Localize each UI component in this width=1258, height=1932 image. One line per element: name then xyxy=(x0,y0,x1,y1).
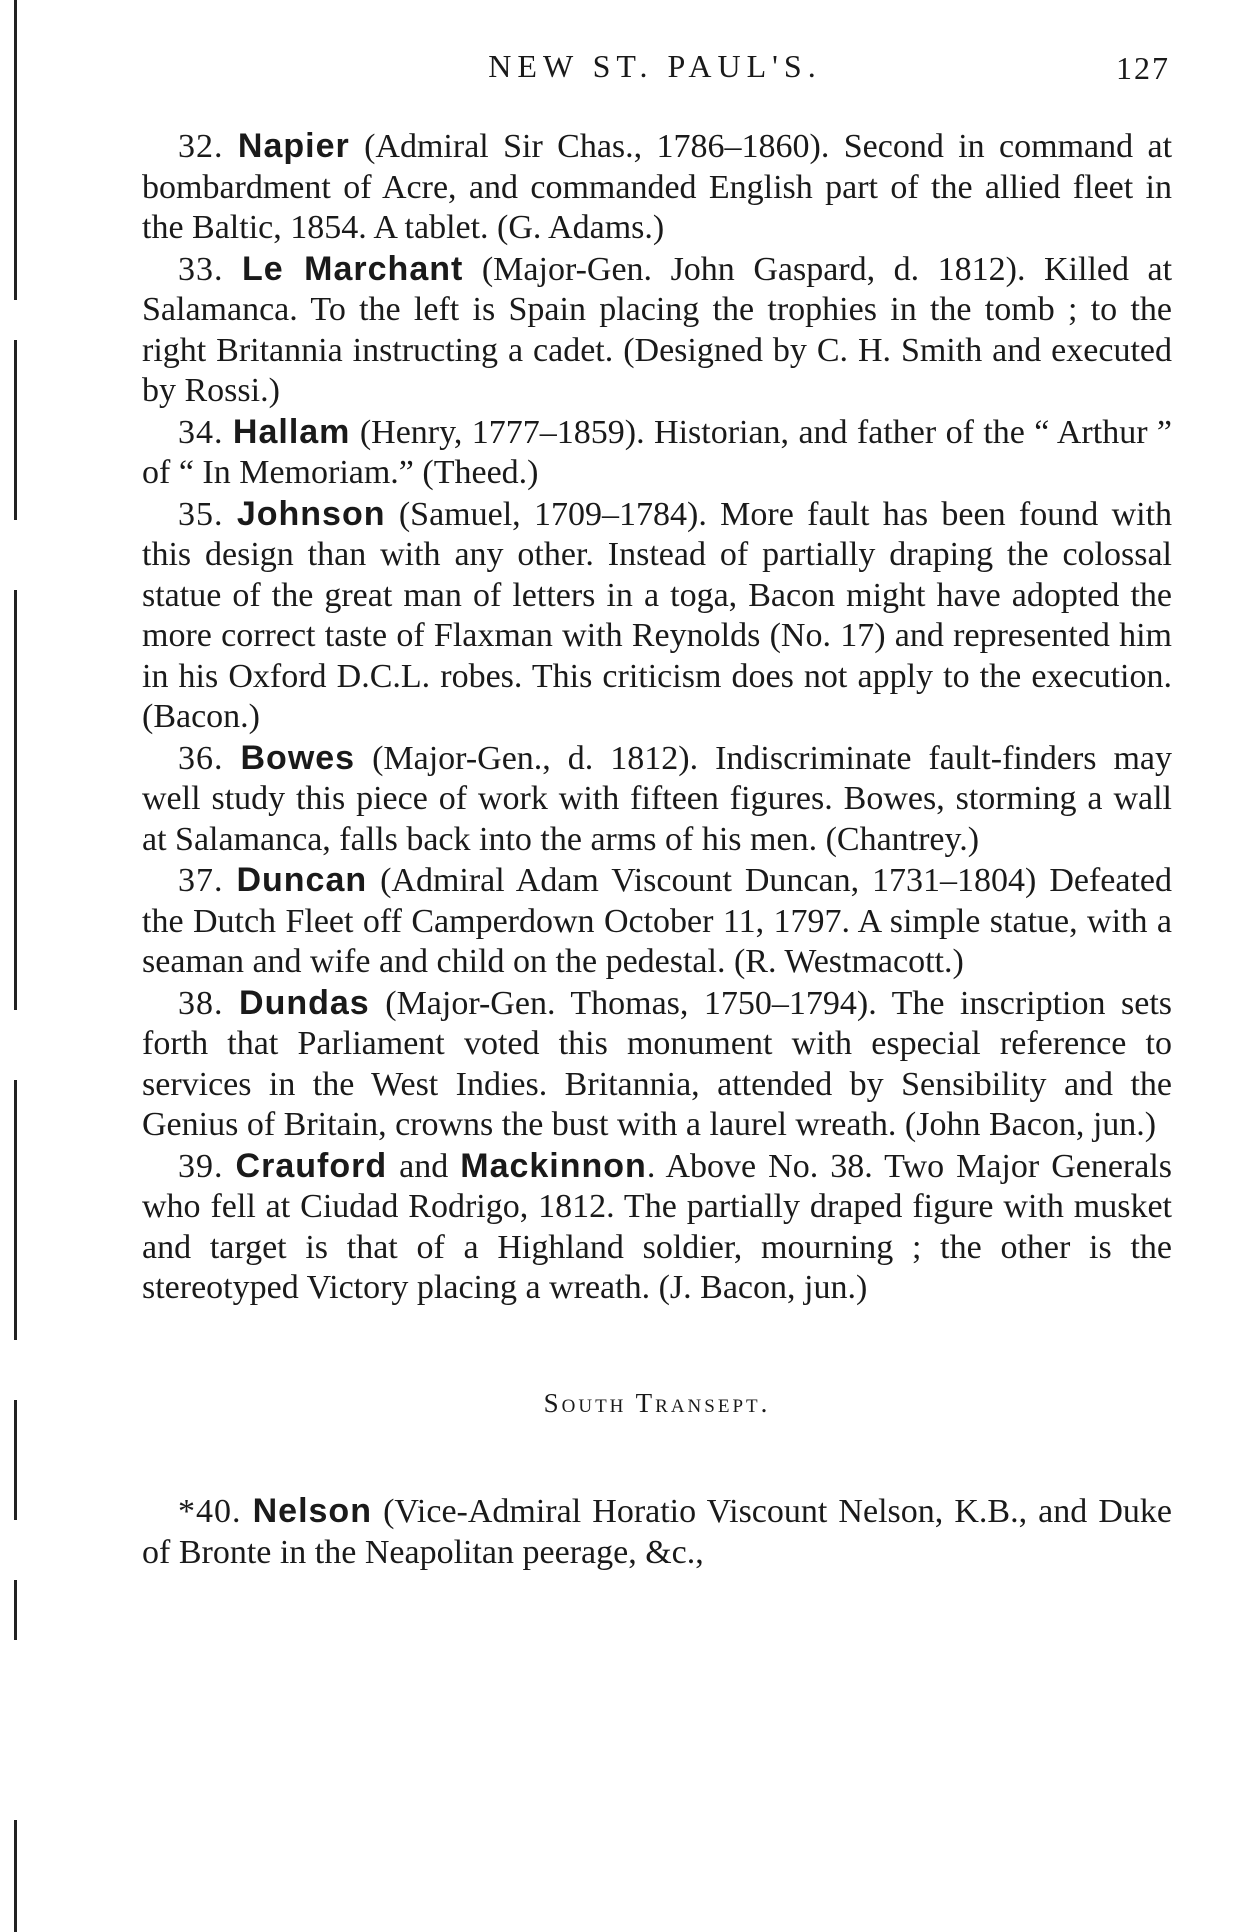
entry-name-second: Mackinnon xyxy=(460,1146,647,1185)
monument-entry xyxy=(142,1491,1172,1573)
monument-entry xyxy=(142,738,1172,861)
entry-name: Duncan xyxy=(236,861,368,899)
entry-number: 32. xyxy=(178,128,224,165)
entry-name: Johnson xyxy=(236,494,386,533)
entry-text: (Major-Gen. John Gaspard, d. 1812). Killed at Salamanca. To the left is Spain placing the trophies in the tomb ; to the right Britannia instructing a cadet. (Designed by C. H. Smith and executed by Rossi.) xyxy=(142,250,1173,409)
entry-text: (Vice-Admiral Horatio Viscount Nelson, K.B., and Duke of Bronte in the Neapolitan peerage, &c., xyxy=(142,1493,1173,1571)
binding-edge-line xyxy=(14,1580,17,1640)
binding-edge-line xyxy=(14,1080,17,1340)
binding-edge-line xyxy=(14,590,17,1010)
entry-number: 39. xyxy=(178,1147,224,1185)
entry-text: (Admiral Adam Viscount Duncan, 1731–1804) Defeated the Dutch Fleet off Camperdown October 11, 1797. A simple statue, with a seaman and wife and child on the pedestal. (R. Westmacott.) xyxy=(142,862,1173,980)
entry-conjunction: and xyxy=(399,1147,449,1185)
binding-edge-line xyxy=(14,1820,17,1932)
entry-name: Nelson xyxy=(252,1492,372,1530)
entry-text: (Henry, 1777–1859). Historian, and father of the “ Arthur ” of “ In Memoriam.” (Theed.) xyxy=(142,413,1173,491)
entry-name: Hallam xyxy=(232,412,351,451)
entry-text: (Major-Gen. Thomas, 1750–1794). The inscription sets forth that Parliament voted this monument with especial reference to services in the West Indies. Britannia, attended by Sensibility and the Genius of Britain, crowns the bust with a laurel wreath. (John Bacon, jun.) xyxy=(142,984,1173,1143)
entry-text: (Admiral Sir Chas., 1786–1860). Second in command at bombardment of Acre, and commanded English part of the allied fleet in the Baltic, 1854. A tablet. (G. Adams.) xyxy=(142,128,1173,246)
entry-text: . Above No. 38. Two Major Generals who fell at Ciudad Rodrigo, 1812. The partially draped figure with musket and target is that of a Highland soldier, mourning ; the other is the stereotyped Victory placing a wreath. (J. Bacon, jun.) xyxy=(142,1147,1173,1306)
entry-name: Bowes xyxy=(240,738,356,777)
entry-number: 37. xyxy=(178,862,224,899)
body-text xyxy=(142,126,1172,1573)
entry-number: 33. xyxy=(178,250,224,288)
entry-name: Crauford xyxy=(235,1146,388,1185)
entry-text: (Samuel, 1709–1784). More fault has been found with this design than with any other. Instead of partially draping the colossal statue of the great man of letters in a toga, Bacon might have adopted the more correct taste of Flaxman with Reynolds (No. 17) and represented him in his Oxford D.C.L. robes. This criticism does not apply to the execution. (Bacon.) xyxy=(142,495,1173,735)
monument-entry xyxy=(142,1146,1172,1309)
binding-edge-line xyxy=(14,340,17,520)
entry-text: (Major-Gen., d. 1812). Indiscriminate fault-finders may well study this piece of work with fifteen figures. Bowes, storming a wall at Salamanca, falls back into the arms of his men. (Chantrey.) xyxy=(142,739,1173,858)
monument-entry xyxy=(142,494,1172,738)
running-title: NEW ST. PAUL'S. xyxy=(488,48,822,84)
entry-name: Le Marchant xyxy=(242,249,464,288)
entry-name: Dundas xyxy=(239,983,370,1022)
entry-number: 35. xyxy=(178,495,224,533)
binding-edge-line xyxy=(14,1400,17,1520)
page-number: 127 xyxy=(1116,50,1170,86)
entry-name: Napier xyxy=(237,127,350,165)
page-header xyxy=(140,40,1170,100)
monument-entry xyxy=(142,249,1172,412)
section-heading: South Transept. xyxy=(543,1387,771,1418)
monument-entry xyxy=(142,983,1172,1146)
monument-entry xyxy=(142,126,1172,249)
monument-entry xyxy=(142,412,1172,494)
entry-number: *40. xyxy=(178,1493,242,1530)
entry-number: 36. xyxy=(178,739,224,777)
entry-number: 34. xyxy=(178,413,224,451)
binding-edge-line xyxy=(14,0,17,300)
monument-entry xyxy=(142,860,1172,983)
entry-number: 38. xyxy=(178,984,224,1022)
